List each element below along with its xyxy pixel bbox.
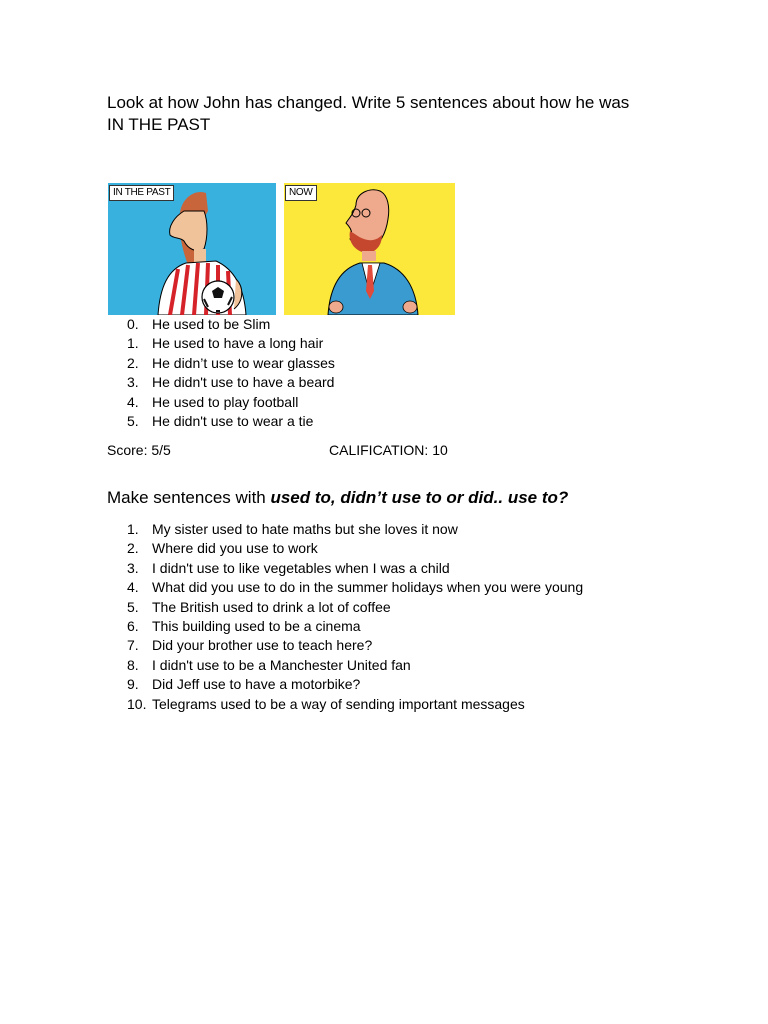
item-text: Where did you use to work bbox=[152, 540, 318, 557]
item-text: He used to have a long hair bbox=[152, 335, 324, 352]
list-item bbox=[107, 617, 727, 636]
item-number: 1. bbox=[127, 521, 139, 537]
list-item bbox=[107, 373, 727, 392]
item-number: 6. bbox=[127, 617, 139, 634]
item-text: This building used to be a cinema bbox=[152, 617, 361, 634]
item-text: Did your brother use to teach here? bbox=[152, 637, 373, 654]
intro-line-2: IN THE PAST bbox=[107, 115, 211, 134]
item-number: 10. bbox=[127, 695, 147, 712]
list-item bbox=[107, 520, 727, 539]
item-text: I didn't use to like vegetables when I was a child bbox=[152, 559, 450, 576]
item-number: 7. bbox=[127, 637, 139, 654]
section-heading bbox=[107, 487, 568, 509]
heading-prefix: Make sentences with bbox=[107, 488, 271, 507]
item-text: He didn’t use to wear glasses bbox=[152, 354, 335, 371]
now-label: NOW bbox=[285, 185, 317, 201]
past-label: IN THE PAST bbox=[109, 185, 174, 201]
score-row bbox=[107, 441, 448, 459]
item-number: 3. bbox=[127, 374, 139, 391]
item-number: 2. bbox=[127, 540, 139, 557]
calification-text: CALIFICATION: 10 bbox=[329, 442, 448, 458]
list-item bbox=[107, 559, 727, 578]
john-now-image bbox=[284, 183, 455, 315]
item-text: My sister used to hate maths but she loves it now bbox=[152, 521, 458, 537]
list-item bbox=[107, 578, 727, 597]
item-text: I didn't use to be a Manchester United fan bbox=[152, 656, 411, 673]
intro-line-1: Look at how John has changed. Write 5 sentences about how he was bbox=[107, 93, 630, 112]
list-item bbox=[107, 695, 727, 714]
list-item bbox=[107, 393, 727, 412]
item-text: Did Jeff use to have a motorbike? bbox=[152, 676, 361, 693]
item-text: What did you use to do in the summer holidays when you were young bbox=[152, 579, 584, 596]
item-number: 1. bbox=[127, 335, 139, 352]
now-illustration bbox=[284, 183, 455, 315]
sentences-list bbox=[107, 520, 727, 714]
item-text: He didn't use to wear a tie bbox=[152, 412, 314, 429]
list-item bbox=[107, 598, 727, 617]
item-number: 8. bbox=[127, 656, 139, 673]
item-text: The British used to drink a lot of coffee bbox=[152, 598, 391, 615]
heading-emphasis: used to, didn’t use to or did.. use to? bbox=[270, 488, 569, 507]
item-text: He used to play football bbox=[152, 393, 299, 410]
item-number: 5. bbox=[127, 412, 139, 429]
item-number: 9. bbox=[127, 676, 139, 693]
item-text: Telegrams used to be a way of sending important messages bbox=[152, 695, 525, 712]
item-number: 4. bbox=[127, 579, 139, 596]
item-number: 3. bbox=[127, 559, 139, 576]
list-item bbox=[107, 539, 727, 558]
list-item bbox=[107, 656, 727, 675]
john-past-image bbox=[108, 183, 276, 315]
list-item bbox=[107, 315, 727, 334]
item-number: 0. bbox=[127, 316, 139, 332]
item-text: He used to be Slim bbox=[152, 316, 271, 332]
item-text: He didn't use to have a beard bbox=[152, 374, 335, 391]
score-text: Score: 5/5 bbox=[107, 442, 171, 458]
list-item bbox=[107, 354, 727, 373]
list-item bbox=[107, 675, 727, 694]
intro-instructions bbox=[107, 92, 707, 136]
past-illustration bbox=[108, 183, 276, 315]
list-item bbox=[107, 636, 727, 655]
item-number: 2. bbox=[127, 354, 139, 371]
item-number: 5. bbox=[127, 598, 139, 615]
list-item bbox=[107, 334, 727, 353]
list-item bbox=[107, 412, 727, 431]
item-number: 4. bbox=[127, 393, 139, 410]
answers-list bbox=[107, 315, 727, 431]
